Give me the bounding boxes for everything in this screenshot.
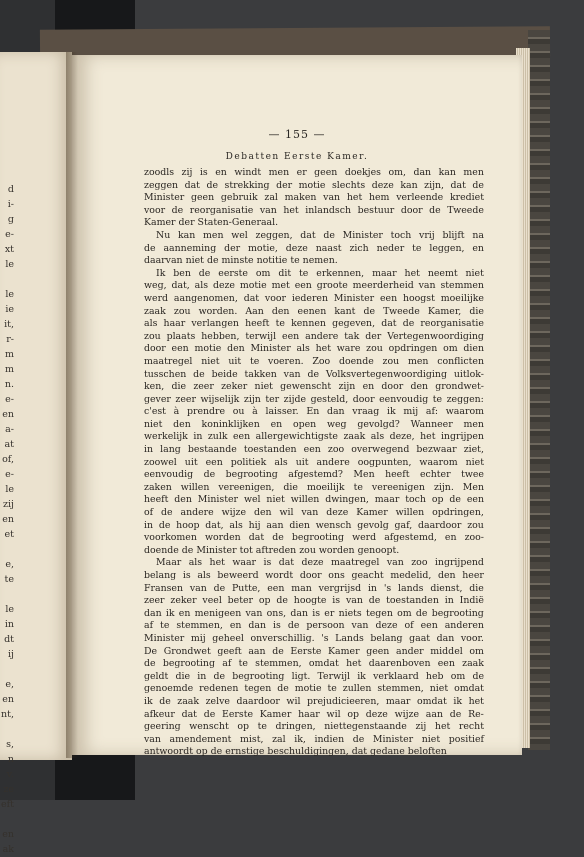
left-page-fragment: of, bbox=[2, 454, 14, 465]
text-line: Kamer der Staten-Generaal. bbox=[144, 217, 279, 229]
text-line: van amendement mist, zal ik, indien de Minister niet positief bbox=[144, 733, 484, 745]
text-line: Fransen van de Putte, een man vergrijsd in 's lands dienst, die bbox=[144, 582, 484, 594]
left-page-fragment: d bbox=[7, 184, 14, 195]
text-line: Nu kan men wel zeggen, dat de Minister toch vrij blijft na bbox=[156, 229, 484, 241]
left-page-fragment: et bbox=[4, 529, 14, 540]
text-line: de begrooting af te stemmen, omdat het daarenboven een zaak bbox=[144, 658, 484, 670]
left-page-fragment: ij bbox=[8, 649, 14, 660]
left-page-text-fragments bbox=[0, 182, 14, 857]
left-page-fragment: ze bbox=[3, 784, 14, 795]
page-number: — 155 — bbox=[268, 128, 326, 141]
text-line: doende de Minister tot aftreden zou worden genoopt. bbox=[144, 544, 400, 556]
text-line: ken, die zeer zeker niet gewenscht zijn en door den grondwet- bbox=[144, 381, 484, 393]
left-page bbox=[0, 52, 72, 855]
text-line: gever zeer wijselijk zijn ter zijde gesteld, door eenvoudig te zeggen: bbox=[144, 393, 484, 405]
text-line: zou plaats hebben, terwijl een andere tak der Vertegenwoordiging bbox=[144, 330, 484, 342]
text-line: Minister mij geheel onverschillig. 's Lands belang gaat dan voor. bbox=[144, 632, 484, 644]
text-line: dan ik en menigeen van ons, dan is er niets tegen om de begrooting bbox=[144, 607, 484, 619]
text-line: in de hoop dat, als hij aan dien wensch gevolg gaf, daardoor zou bbox=[144, 519, 484, 531]
text-line: voorkomen worden dat de begrooting werd afgestemd, en zoo- bbox=[144, 532, 484, 544]
left-page-fragment: s, bbox=[6, 739, 14, 750]
text-line: Minister geen gebruik zal maken van het hem verleende krediet bbox=[144, 192, 484, 204]
text-line: of de andere wijze den wil van deze Kamer willen opdringen, bbox=[144, 507, 484, 519]
left-page-fragment: ak bbox=[2, 844, 14, 855]
text-line: Maar als het waar is dat deze maatregel van zoo ingrijpend bbox=[156, 557, 484, 569]
left-page-fragment: le bbox=[5, 259, 14, 270]
left-page-fragment: at bbox=[4, 439, 14, 450]
right-page bbox=[72, 55, 522, 758]
left-page-fragment bbox=[0, 722, 14, 737]
text-line: zaken willen vereenigen, die moeilijk te vereenigen zijn. Men bbox=[144, 481, 484, 493]
left-page-fragment: n. bbox=[4, 379, 14, 390]
text-line: genoemde redenen tegen de motie te zullen stemmen, niet omdat bbox=[144, 683, 484, 695]
left-page-fragment: v. bbox=[6, 769, 14, 780]
text-line: afkeur dat de Eerste Kamer haar wil op deze wijze aan de Re- bbox=[144, 708, 484, 720]
left-page-fragment: e, bbox=[5, 679, 14, 690]
text-line: antwoordt op de ernstige beschuldigingen, dat gedane beloften bbox=[144, 746, 447, 758]
text-line: zoowel uit een politiek als uit andere oogpunten, waarom niet bbox=[144, 456, 484, 468]
left-page-fragment: in bbox=[4, 619, 14, 630]
left-page-fragment: zij bbox=[3, 499, 14, 510]
text-line: voor de reorganisatie van het inlandsch bestuur door de Tweede bbox=[144, 204, 484, 216]
text-line: geldt die in de begrooting ligt. Terwijl ik verklaard heb om de bbox=[144, 670, 484, 682]
left-page-fragment: le bbox=[5, 484, 14, 495]
left-page-fragment: e- bbox=[5, 469, 14, 480]
text-line: c'est à prendre ou à laisser. En dan vraag ik mij af: waarom bbox=[144, 406, 484, 418]
text-line: daarvan niet de minste notitie te nemen. bbox=[144, 255, 338, 267]
left-page-fragment: e- bbox=[5, 394, 14, 405]
text-line: in lang bestaande toestanden een zoo overwegend bezwaar ziet, bbox=[144, 444, 484, 456]
left-page-fragment bbox=[0, 542, 14, 557]
left-page-fragment: xt bbox=[4, 244, 14, 255]
left-page-fragment: en bbox=[2, 694, 14, 705]
text-line: door een motie den Minister als het ware zou opdringen om dien bbox=[144, 343, 484, 355]
text-line: belang is als beweerd wordt door ons geacht medelid, den heer bbox=[144, 570, 484, 581]
text-line: maatregel niet uit te voeren. Zoo doende zou men conflicten bbox=[144, 355, 484, 367]
text-line: zaak zou worden. Aan den eenen kant de Tweede Kamer, die bbox=[144, 305, 484, 317]
text-line: zoodls zij is en windt men er geen doekjes om, dan kan men bbox=[144, 167, 484, 178]
left-page-fragment: it, bbox=[4, 319, 14, 330]
text-line: De Grondwet geeft aan de Eerste Kamer geen ander middel om bbox=[144, 645, 484, 657]
left-page-fragment: m bbox=[4, 364, 14, 375]
left-page-fragment: e, bbox=[5, 559, 14, 570]
text-line: werkelijk in zulk een allergewichtigste zaak als deze, het ingrijpen bbox=[144, 431, 484, 443]
text-line: niet den koninklijken en open weg gevolgd? Wanneer men bbox=[144, 418, 484, 430]
left-page-fragment bbox=[0, 587, 14, 602]
left-page-fragment: ie bbox=[5, 304, 14, 315]
text-line: tusschen de beide takken van de Volksvertegenwoordiging uitlok- bbox=[144, 368, 484, 380]
left-page-fragment: eft bbox=[1, 799, 14, 810]
text-line: af te stemmen, en dan is de persoon van deze of een anderen bbox=[144, 620, 484, 632]
body-text bbox=[144, 167, 484, 759]
text-line: geering wenscht op te dringen, niettegenstaande zij het recht bbox=[144, 721, 484, 733]
text-line: werd aangenomen, dat voor iederen Minister een hoogst moeilijke bbox=[144, 292, 484, 304]
left-page-fragment: n bbox=[7, 754, 14, 765]
text-line: als haar verlangen heeft te kennen gegeven, dat de reorganisatie bbox=[144, 318, 484, 330]
running-head: Debatten Eerste Kamer. bbox=[225, 152, 369, 162]
left-page-fragment: en bbox=[2, 829, 14, 840]
text-line: heeft den Minister wel niet willen dwingen, maar toch op de een bbox=[144, 494, 484, 506]
left-page-fragment bbox=[0, 662, 14, 677]
left-page-fragment: te bbox=[4, 574, 14, 585]
background-strip-bottom bbox=[55, 755, 135, 800]
text-line: de aanneming der motie, deze naast zich neder te leggen, en bbox=[144, 242, 484, 254]
left-page-fragment: nt, bbox=[1, 709, 14, 720]
left-page-fragment: en bbox=[2, 514, 14, 525]
left-page-fragment: le bbox=[5, 289, 14, 300]
left-page-fragment: dt bbox=[4, 634, 14, 645]
text-line: eenvoudig de begrooting afgestemd? Men heeft echter twee bbox=[144, 469, 484, 481]
text-line: zeggen dat de strekking der motie slechts deze kan zijn, dat de bbox=[144, 179, 484, 191]
left-page-fragment: a- bbox=[5, 424, 14, 435]
left-page-fragment: r- bbox=[6, 334, 14, 345]
left-page-fragment: g bbox=[7, 214, 14, 225]
left-page-fragment bbox=[0, 272, 14, 287]
text-line: zeer zeker veel beter op de hoogte is van de toestanden in Indië bbox=[144, 595, 484, 607]
left-page-fragment: m bbox=[4, 349, 14, 360]
gutter-shadow bbox=[66, 52, 78, 758]
left-page-fragment bbox=[0, 812, 14, 827]
text-line: Ik ben de eerste om dit te erkennen, maar het neemt niet bbox=[156, 267, 484, 279]
text-line: ik de zaak zelve daardoor wil prejudicieeren, maar omdat ik het bbox=[144, 695, 484, 707]
left-page-fragment: en bbox=[2, 409, 14, 420]
left-page-fragment: e- bbox=[5, 229, 14, 240]
left-page-fragment: i- bbox=[7, 199, 14, 210]
book-cover-marbled-edge bbox=[528, 30, 550, 750]
text-line: weg, dat, als deze motie met een groote meerderheid van stemmen bbox=[144, 280, 484, 292]
left-page-fragment: le bbox=[5, 604, 14, 615]
